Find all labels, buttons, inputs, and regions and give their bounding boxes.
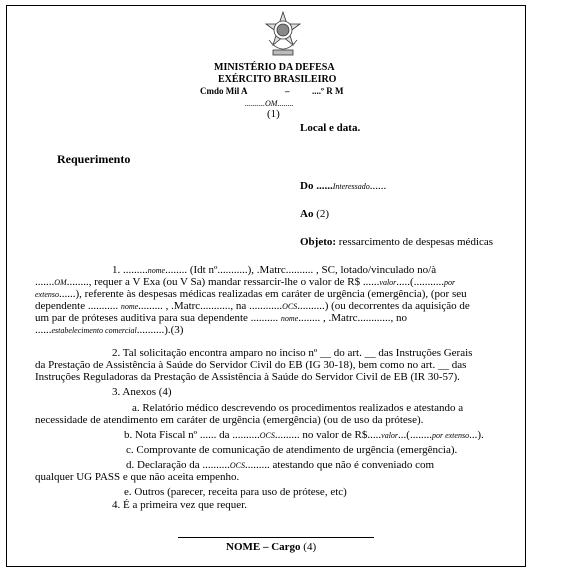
- para2-line3: Instruções Reguladoras da Prestação de Assistência à Saúde do Servidor Civil de EB (IR 30-57).: [35, 371, 460, 383]
- annex-c: c. Comprovante de comunicação de atendimento de urgência (emergência).: [126, 444, 458, 456]
- para1-line2: .......OM........, requer a V Exa (ou V Sa) mandar ressarcir-lhe o valor de R$ ......valor.....(...........por: [35, 276, 456, 288]
- para1-line5: um par de próteses auditiva para sua dependente .......... nome........ , .Matrc............, no: [35, 312, 407, 324]
- para1-line3: extenso......), referente às despesas médicas realizadas em caráter de urgência (emergência), (por seu: [35, 288, 467, 300]
- para4: 4. É a primeira vez que requer.: [112, 499, 247, 511]
- para1-line1: 1. .........nome........ (Idt nº...........), .Matrc.......... , SC, lotado/vinculado no/à: [112, 264, 437, 276]
- para1-line6: ......estabelecimento comercial..........).(3): [35, 324, 184, 336]
- coat-of-arms-icon: [263, 10, 303, 58]
- signature-line: [178, 537, 374, 538]
- rm-label: ....º R M: [312, 86, 344, 96]
- army-title: EXÉRCITO BRASILEIRO: [218, 74, 337, 85]
- para1-line4: dependente ........... nome......... , .Matrc..........., na ............OCS..........) (ou decorrentes da aquisição de: [35, 300, 470, 312]
- doc-title: Requerimento: [57, 152, 131, 166]
- para2-line1: 2. Tal solicitação encontra amparo no inciso nº __ do art. __ das Instruções Gerais: [112, 347, 473, 359]
- signature-name: NOME – Cargo (4): [226, 541, 317, 553]
- annex-a-line1: a. Relatório médico descrevendo os procedimentos realizados e atestando a: [132, 402, 464, 414]
- addressee-from: Do ......Interessado......: [300, 180, 387, 192]
- location-date: Local e data.: [300, 122, 361, 134]
- subject-line: Objeto: ressarcimento de despesas médicas: [300, 236, 494, 248]
- annex-d-line2: qualquer UG PASS e que não aceita empenho.: [35, 471, 240, 483]
- cmdo-label: Cmdo Mil A: [200, 86, 248, 96]
- annex-e: e. Outros (parecer, receita para uso de prótese, etc): [124, 486, 347, 498]
- annex-d-line1: d. Declaração da ..........OCS......... atestando que não é conveniado com: [126, 459, 435, 471]
- header-note: (1): [267, 108, 280, 120]
- cmdo-dash: –: [285, 86, 290, 96]
- om-line: ..........OM........: [245, 99, 294, 108]
- annex-b: b. Nota Fiscal nº ...... da ..........OCS......... no valor de R$.....valor...(........por extenso...).: [124, 429, 484, 441]
- ministry-title: MINISTÉRIO DA DEFESA: [214, 62, 335, 73]
- annex-title: 3. Anexos (4): [112, 386, 172, 398]
- para2-line2: da Prestação de Assistência à Saúde do Servidor Civil do EB (IG 30-18), bem como no art. __ das: [35, 359, 467, 371]
- addressee-to: Ao (2): [300, 208, 330, 220]
- annex-a-line2: necessidade de atendimento em caráter de urgência (emergência) (ou de uso da prótese).: [35, 414, 424, 426]
